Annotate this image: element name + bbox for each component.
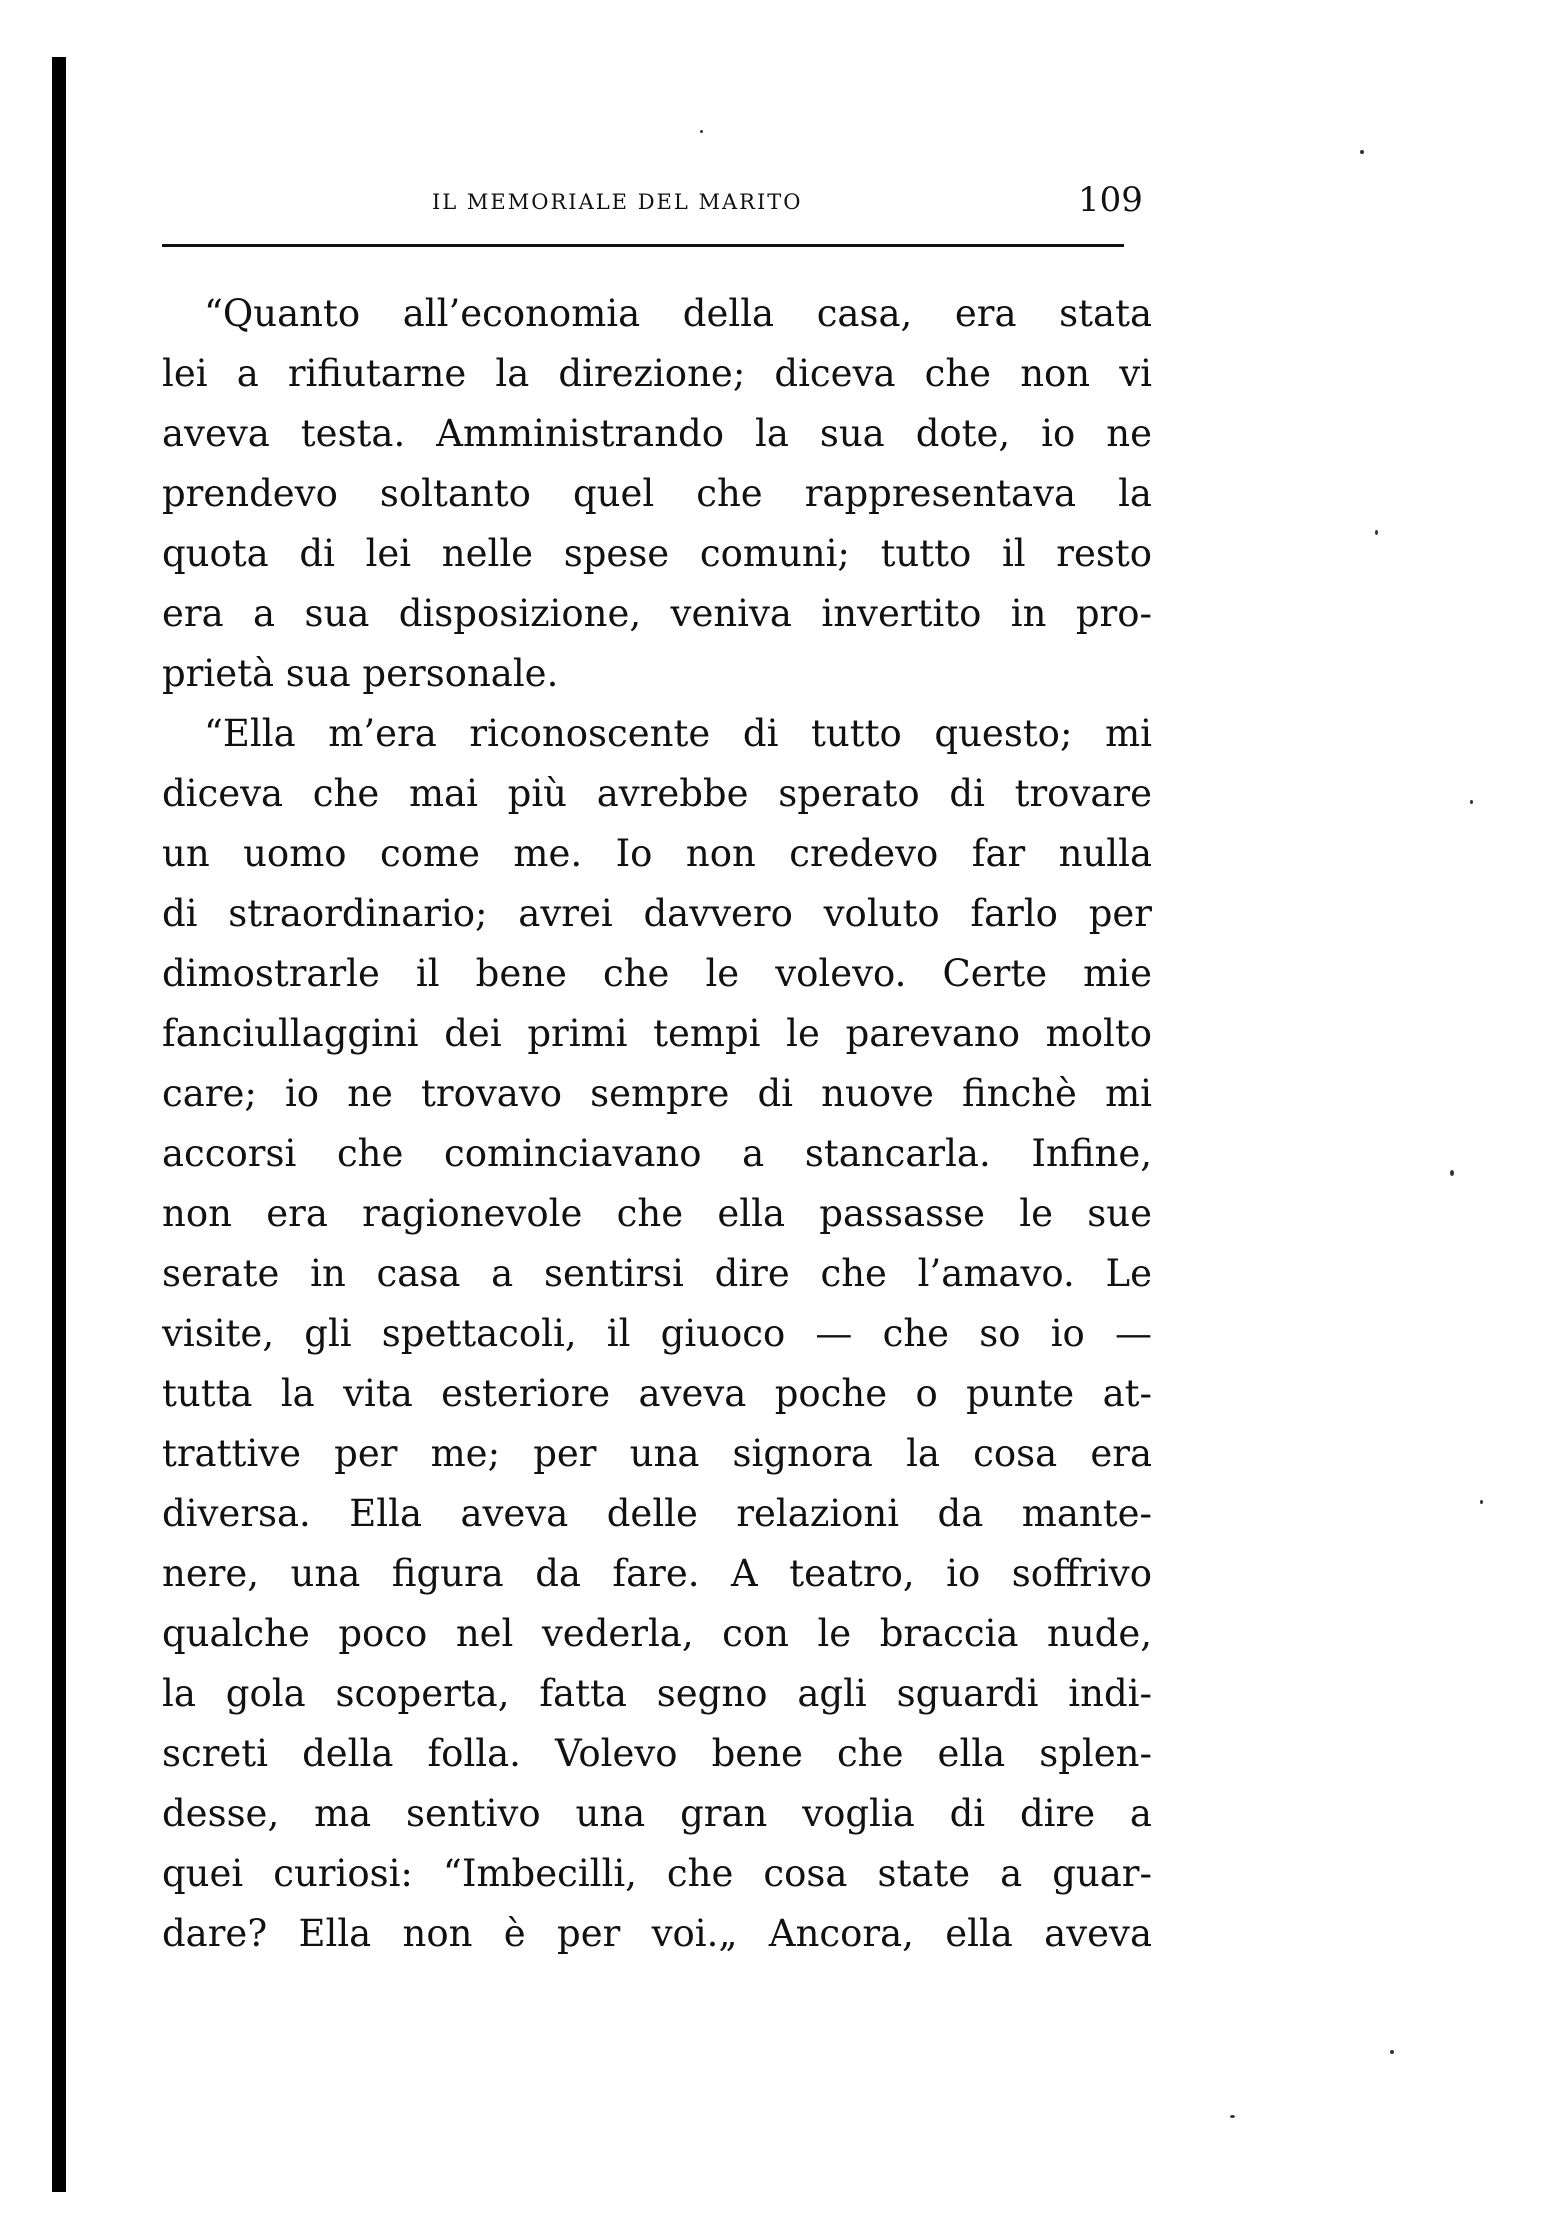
- text-line: desse, ma sentivo una gran voglia di dire a: [162, 1792, 1152, 1835]
- scan-speck: [1450, 1170, 1454, 1176]
- header-rule: [162, 244, 1124, 247]
- scan-speck: [1360, 150, 1364, 154]
- text-line: care; io ne trovavo sempre di nuove finchè mi: [162, 1072, 1152, 1115]
- text-line: nere, una figura da fare. A teatro, io soffrivo: [162, 1552, 1152, 1595]
- text-line: tutta la vita esteriore aveva poche o punte at-: [162, 1372, 1152, 1415]
- text-line: prietà sua personale.: [162, 652, 559, 695]
- scan-speck: [1390, 2050, 1394, 2054]
- text-line: un uomo come me. Io non credevo far nulla: [162, 832, 1152, 875]
- text-line: quota di lei nelle spese comuni; tutto il resto: [162, 532, 1152, 575]
- scan-speck: [1375, 530, 1378, 535]
- running-title: IL MEMORIALE DEL MARITO: [432, 190, 803, 214]
- text-line: “Ella m’era riconoscente di tutto questo; mi: [204, 712, 1152, 755]
- text-line: dimostrarle il bene che le volevo. Certe mie: [162, 952, 1152, 995]
- text-line: di straordinario; avrei davvero voluto farlo per: [162, 892, 1152, 935]
- text-line: era a sua disposizione, veniva invertito in pro-: [162, 592, 1152, 635]
- text-line: diversa. Ella aveva delle relazioni da mante-: [162, 1492, 1152, 1535]
- text-line: non era ragionevole che ella passasse le sue: [162, 1192, 1152, 1235]
- scan-speck: [1470, 800, 1473, 804]
- text-line: diceva che mai più avrebbe sperato di trovare: [162, 772, 1152, 815]
- page-number: 109: [1078, 180, 1143, 220]
- scan-speck: [700, 130, 703, 133]
- text-line: accorsi che cominciavano a stancarla. Infine,: [162, 1132, 1152, 1175]
- text-line: qualche poco nel vederla, con le braccia nude,: [162, 1612, 1152, 1655]
- text-line: trattive per me; per una signora la cosa era: [162, 1432, 1152, 1475]
- text-line: prendevo soltanto quel che rappresentava la: [162, 472, 1152, 515]
- text-line: dare? Ella non è per voi.„ Ancora, ella aveva: [162, 1912, 1152, 1955]
- text-line: serate in casa a sentirsi dire che l’amavo. Le: [162, 1252, 1152, 1295]
- text-line: quei curiosi: “Imbecilli, che cosa state a guar-: [162, 1852, 1152, 1895]
- text-line: “Quanto all’economia della casa, era stata: [204, 292, 1152, 335]
- scan-speck: [1480, 1500, 1483, 1504]
- text-line: screti della folla. Volevo bene che ella splen-: [162, 1732, 1152, 1775]
- text-line: visite, gli spettacoli, il giuoco — che so io —: [162, 1312, 1152, 1355]
- body-text: [162, 284, 1152, 1964]
- text-line: la gola scoperta, fatta segno agli sguardi indi-: [162, 1672, 1152, 1715]
- text-line: lei a rifiutarne la direzione; diceva che non vi: [162, 352, 1152, 395]
- scan-speck: [1230, 2115, 1235, 2118]
- text-line: fanciullaggini dei primi tempi le parevano molto: [162, 1012, 1152, 1055]
- text-line: aveva testa. Amministrando la sua dote, io ne: [162, 412, 1152, 455]
- scan-binding-edge: [52, 57, 66, 2192]
